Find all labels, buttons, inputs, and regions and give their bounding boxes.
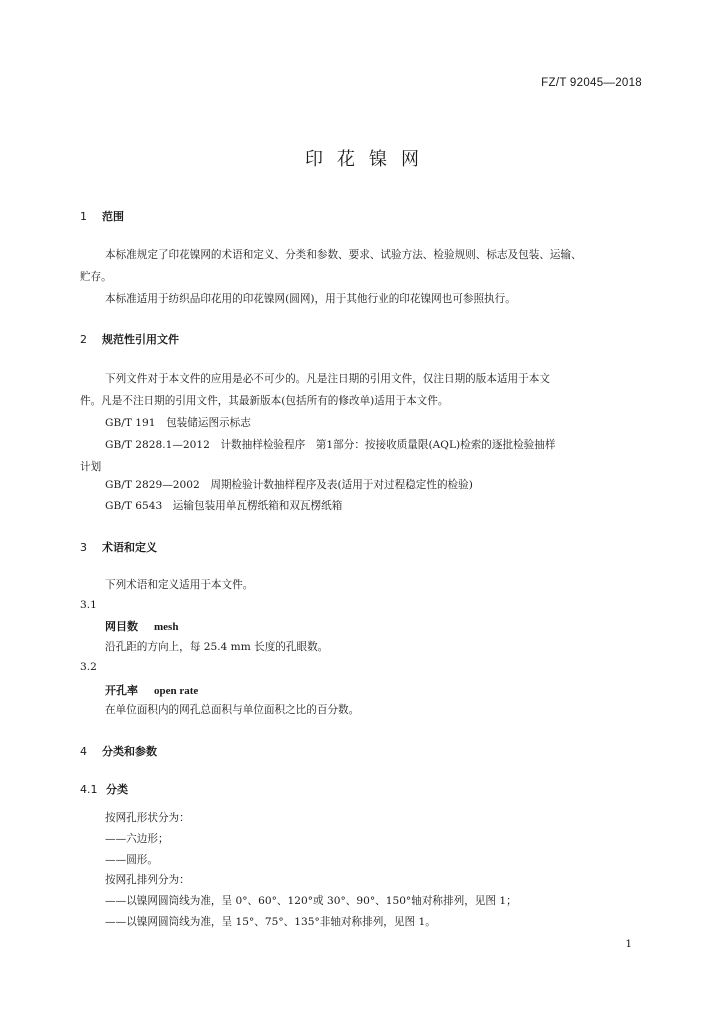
reference-gb-t-2828-line-1: GB/T 2828.1—2012 计数抽样检验程序 第1部分：按接收质量限(AQL)检索的逐批检验抽样 — [105, 439, 556, 451]
classification-shape-hexagon: ——六边形； — [105, 833, 169, 845]
section-title: 规范性引用文件 — [102, 333, 179, 346]
classification-shape-circle: ——圆形。 — [105, 854, 158, 866]
terms-intro: 下列术语和定义适用于本文件。 — [105, 579, 254, 591]
section-title: 分类 — [106, 783, 128, 796]
section-1-heading — [80, 208, 124, 224]
section-number: 1 — [80, 210, 87, 223]
term-en: mesh — [154, 621, 179, 633]
term-cn: 网目数 — [105, 620, 138, 633]
term-open-rate-heading — [105, 682, 198, 698]
scope-paragraph-1-line-2: 贮存。 — [80, 271, 112, 283]
section-title: 范围 — [102, 210, 124, 223]
term-en: open rate — [154, 685, 199, 697]
section-number: 3 — [80, 541, 87, 554]
section-number: 4 — [80, 745, 87, 758]
section-number: 4.1 — [80, 783, 98, 796]
scope-paragraph-1-line-1: 本标准规定了印花镍网的术语和定义、分类和参数、要求、试验方法、检验规则、标志及包装、运输、 — [105, 249, 582, 261]
section-2-heading — [80, 331, 179, 347]
section-4-1-heading — [80, 781, 128, 797]
term-3-1-number: 3.1 — [80, 599, 97, 611]
page-number: 1 — [625, 938, 632, 950]
reference-gb-t-191: GB/T 191 包装储运图示标志 — [105, 417, 251, 429]
term-3-2-number: 3.2 — [80, 661, 97, 673]
section-title: 分类和参数 — [102, 745, 157, 758]
term-mesh-definition: 沿孔距的方向上，每 25.4 mm 长度的孔眼数。 — [105, 641, 329, 653]
references-intro-line-1: 下列文件对于本文件的应用是必不可少的。凡是注日期的引用文件，仅注日期的版本适用于本文 — [105, 373, 550, 385]
document-title: 印花镍网 — [305, 149, 433, 170]
classification-arrangement-axial: ——以镍网圆筒线为准，呈 0°、60°、120°或 30°、90°、150°轴对称排列，见图 1； — [105, 895, 517, 907]
standard-code: FZ/T 92045—2018 — [541, 77, 642, 89]
term-mesh-heading — [105, 618, 178, 634]
reference-gb-t-2829: GB/T 2829—2002 周期检验计数抽样程序及表(适用于对过程稳定性的检验) — [105, 479, 473, 491]
term-cn: 开孔率 — [105, 684, 138, 697]
section-title: 术语和定义 — [102, 541, 157, 554]
term-open-rate-definition: 在单位面积内的网孔总面积与单位面积之比的百分数。 — [105, 704, 360, 716]
section-3-heading — [80, 539, 157, 555]
section-number: 2 — [80, 333, 87, 346]
reference-gb-t-2828-line-2: 计划 — [80, 461, 102, 473]
classification-arrangement-non-axial: ——以镍网圆筒线为准，呈 15°、75°、135°非轴对称排列，见图 1。 — [105, 916, 436, 928]
references-intro-line-2: 件。凡是不注日期的引用文件，其最新版本(包括所有的修改单)适用于本文件。 — [80, 395, 449, 407]
classification-by-shape: 按网孔形状分为： — [105, 812, 190, 824]
scope-paragraph-2: 本标准适用于纺织品印花用的印花镍网(圆网)，用于其他行业的印花镍网也可参照执行。 — [105, 293, 516, 305]
classification-by-arrangement: 按网孔排列分为： — [105, 874, 190, 886]
reference-gb-t-6543: GB/T 6543 运输包装用单瓦楞纸箱和双瓦楞纸箱 — [105, 500, 343, 512]
section-4-heading — [80, 743, 157, 759]
